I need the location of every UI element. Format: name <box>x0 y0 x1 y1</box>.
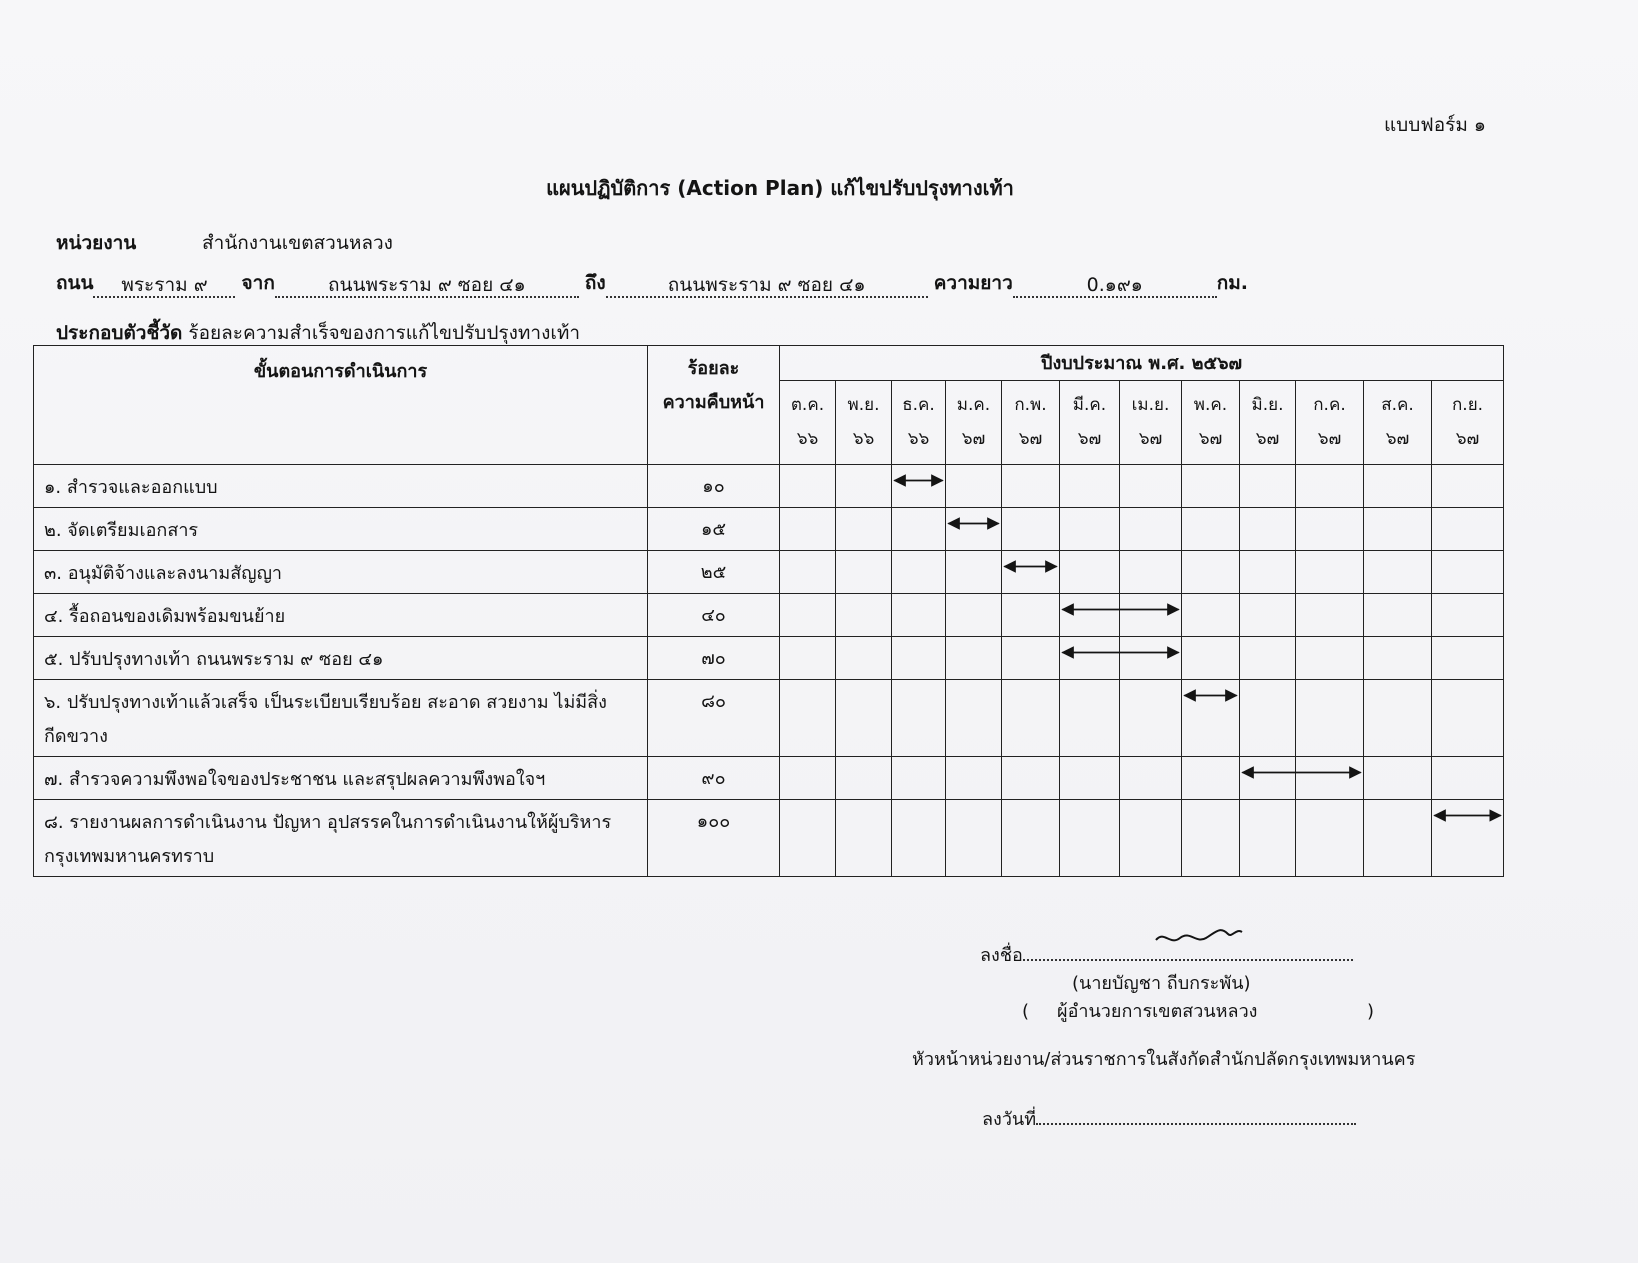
step-text: ๕. ปรับปรุงทางเท้า ถนนพระราม ๙ ซอย ๔๑ <box>34 637 648 680</box>
sign-dots <box>1023 943 1353 961</box>
header-progress-line2: ความคืบหน้า <box>662 392 765 413</box>
progress-value: ๑๕ <box>648 508 780 551</box>
month-header: ต.ค. ๖๖ <box>780 380 836 464</box>
date-label: ลงวันที่ <box>982 1109 1037 1130</box>
progress-value: ๔๐ <box>648 594 780 637</box>
progress-value: ๒๕ <box>648 551 780 594</box>
month-header: มี.ค. ๖๗ <box>1060 380 1120 464</box>
step-text: ๗. สำรวจความพึงพอใจของประชาชน และสรุปผลความพึงพอใจฯ <box>34 757 648 800</box>
length-label: ความยาว <box>933 272 1013 294</box>
table-row <box>34 551 1504 594</box>
progress-value: ๑๐ <box>648 465 780 508</box>
to-value: ถนนพระราม ๙ ซอย ๔๑ <box>606 274 928 298</box>
step-text: ๘. รายงานผลการดำเนินงาน ปัญหา อุปสรรคในการดำเนินงานให้ผู้บริหารกรุงเทพมหานครทราบ <box>34 800 648 877</box>
form-number: แบบฟอร์ม ๑ <box>1383 114 1486 136</box>
from-value: ถนนพระราม ๙ ซอย ๔๑ <box>275 274 579 298</box>
table-row <box>34 594 1504 637</box>
month-header: มิ.ย. ๖๗ <box>1240 380 1296 464</box>
step-text: ๒. จัดเตรียมเอกสาร <box>34 508 648 551</box>
table-row <box>34 637 1504 680</box>
from-label: จาก <box>241 272 275 294</box>
month-header: พ.ย. ๖๖ <box>836 380 892 464</box>
signer-name: (นายบัญชา ถีบกระพัน) <box>1072 973 1251 994</box>
progress-value: ๙๐ <box>648 757 780 800</box>
month-header: ม.ค. ๖๗ <box>946 380 1002 464</box>
road-row <box>56 268 1248 298</box>
month-header: ก.ค. ๖๗ <box>1296 380 1364 464</box>
document-title: แผนปฏิบัติการ (Action Plan) แก้ไขปรับปรุงทางเท้า <box>546 176 1014 200</box>
month-header: พ.ค. ๖๗ <box>1182 380 1240 464</box>
agency-row <box>56 228 393 258</box>
indicator-value: ร้อยละความสำเร็จของการแก้ไขปรับปรุงทางเท้า <box>188 322 581 344</box>
signer-position <box>1022 996 1374 1025</box>
progress-value: ๘๐ <box>648 680 780 757</box>
header-fiscal-year: ปีงบประมาณ พ.ศ. ๒๕๖๗ <box>780 346 1504 381</box>
length-unit: กม. <box>1216 272 1249 294</box>
table-row <box>34 508 1504 551</box>
month-header: ธ.ค. ๖๖ <box>892 380 946 464</box>
indicator-label: ประกอบตัวชี้วัด <box>56 322 183 344</box>
step-text: ๑. สำรวจและออกแบบ <box>34 465 648 508</box>
road-label: ถนน <box>56 272 94 294</box>
position-text: ผู้อำนวยการเขตสวนหลวง <box>1057 1001 1258 1022</box>
month-header: เม.ย. ๖๗ <box>1120 380 1182 464</box>
table-row <box>34 465 1504 508</box>
month-header: ก.ย. ๖๗ <box>1432 380 1504 464</box>
step-text: ๔. รื้อถอนของเดิมพร้อมขนย้าย <box>34 594 648 637</box>
header-progress-line1: ร้อยละ <box>687 358 740 379</box>
position-close-paren: ) <box>1367 1001 1375 1022</box>
to-label: ถึง <box>584 272 606 294</box>
indicator-row <box>56 318 580 348</box>
action-plan-table <box>33 345 1504 877</box>
header-step: ขั้นตอนการดำเนินการ <box>34 346 648 465</box>
agency-value: สำนักงานเขตสวนหลวง <box>202 232 393 254</box>
date-line <box>982 1104 1356 1133</box>
length-value: 0.๑๙๑ <box>1013 274 1217 298</box>
sign-label: ลงชื่อ <box>980 945 1023 966</box>
date-dots <box>1036 1107 1356 1125</box>
road-value: พระราม ๙ <box>93 274 235 298</box>
table-row <box>34 680 1504 757</box>
month-header: ก.พ. ๖๗ <box>1002 380 1060 464</box>
table-row <box>34 800 1504 877</box>
head-of-unit-line: หัวหน้าหน่วยงาน/ส่วนราชการในสังกัดสำนักปลัดกรุงเทพมหานคร <box>912 1049 1416 1070</box>
table-row <box>34 757 1504 800</box>
step-text: ๖. ปรับปรุงทางเท้าแล้วเสร็จ เป็นระเบียบเรียบร้อย สะอาด สวยงาม ไม่มีสิ่งกีดขวาง <box>34 680 648 757</box>
signature-line <box>980 940 1353 969</box>
agency-label: หน่วยงาน <box>56 232 137 254</box>
progress-value: ๑๐๐ <box>648 800 780 877</box>
position-open-paren: ( <box>1022 1001 1030 1022</box>
step-text: ๓. อนุมัติจ้างและลงนามสัญญา <box>34 551 648 594</box>
month-header: ส.ค. ๖๗ <box>1364 380 1432 464</box>
progress-value: ๗๐ <box>648 637 780 680</box>
header-progress <box>648 346 780 465</box>
